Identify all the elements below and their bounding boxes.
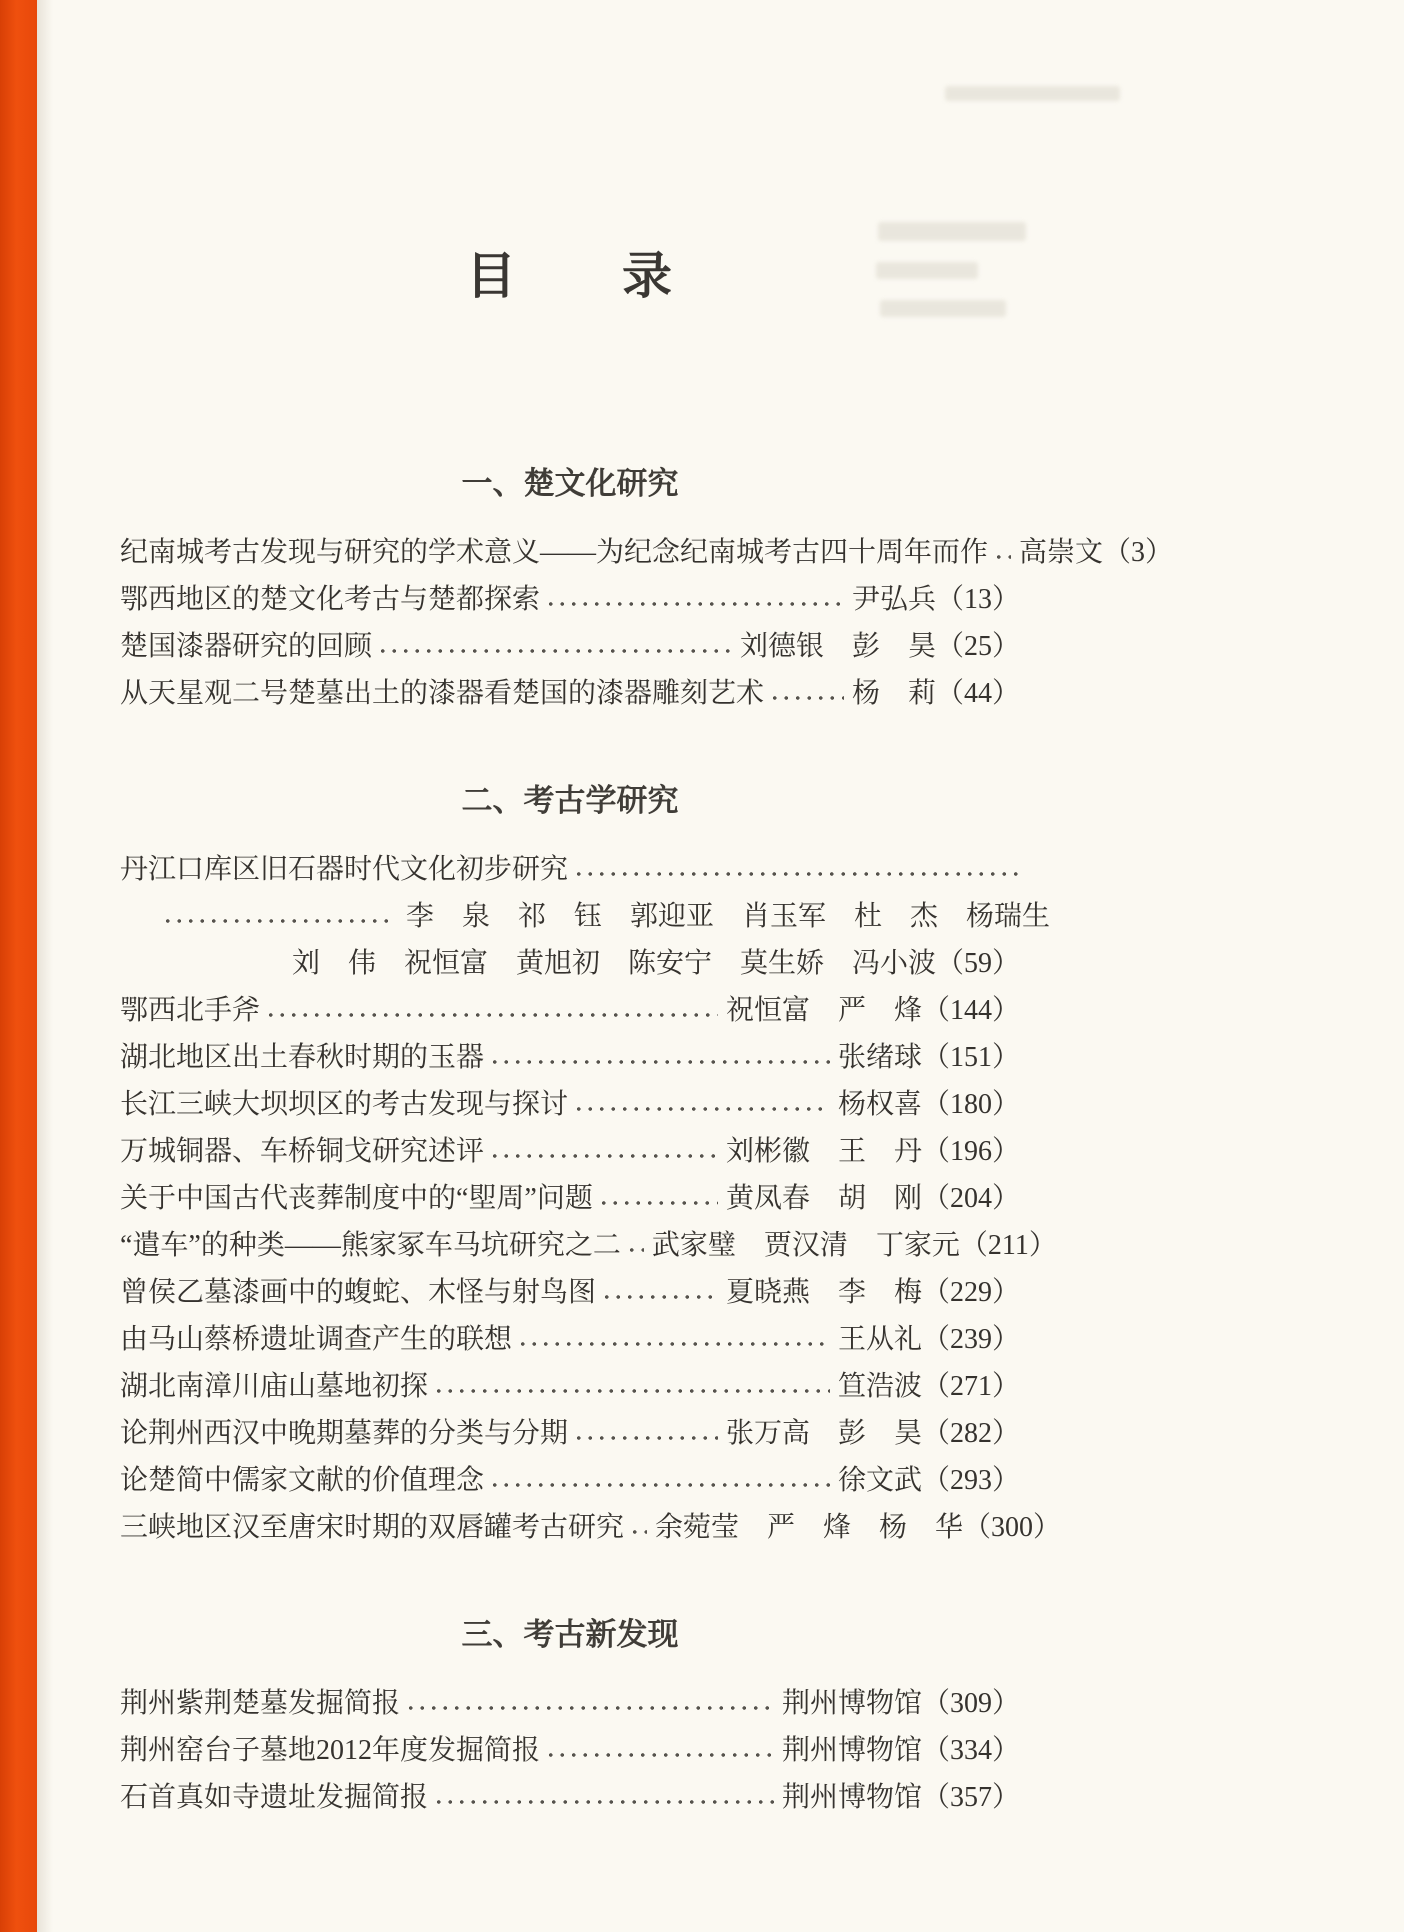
section-heading: 二、考古学研究 [461, 783, 679, 818]
toc-entry [120, 670, 1020, 717]
dotted-leader [265, 987, 718, 1034]
entry-authors-page: 武家璧 贾汉清 丁家元（211） [651, 1230, 1057, 1261]
entry-title: 丹江口库区旧石器时代文化初步研究 [120, 854, 569, 885]
entry-authors-page: 荆州博物馆（357） [781, 1782, 1020, 1813]
entry-authors-page: 杨权喜（180） [837, 1089, 1020, 1120]
entry-title: 荆州紫荆楚墓发掘简报 [120, 1688, 401, 1719]
entry-authors-page: 徐文武（293） [837, 1465, 1020, 1496]
toc-sections [120, 458, 1174, 1821]
entry-authors-page: 荆州博物馆（309） [781, 1688, 1020, 1719]
entry-title: 鄂西地区的楚文化考古与楚都探索 [120, 584, 541, 615]
entry-title: 曾侯乙墓漆画中的蝮蛇、木怪与射鸟图 [120, 1277, 597, 1308]
entry-title: 楚国漆器研究的回顾 [120, 631, 373, 662]
dotted-leader [993, 529, 1011, 576]
dotted-leader [405, 1680, 774, 1727]
dotted-leader [626, 1222, 644, 1269]
entry-title: 纪南城考古发现与研究的学术意义——为纪念纪南城考古四十周年而作 [120, 537, 989, 568]
entry-authors-page: 夏晓燕 李 梅（229） [725, 1277, 1020, 1308]
toc-entry [120, 940, 1020, 987]
entry-authors-page: 张绪球（151） [837, 1042, 1020, 1073]
toc-entry [120, 893, 1051, 940]
toc-entry [120, 1680, 1020, 1727]
toc-entry [120, 1175, 1020, 1222]
toc-entry [120, 1363, 1020, 1410]
dotted-leader [489, 1128, 718, 1175]
entry-title: 湖北南漳川庙山墓地初探 [120, 1371, 429, 1402]
entry-authors-page: 高崇文（3） [1019, 537, 1174, 568]
entry-authors-page: 黄凤春 胡 刚（204） [725, 1183, 1020, 1214]
entry-title: 万城铜器、车桥铜戈研究述评 [120, 1136, 485, 1167]
entry-authors-page: 余菀莹 严 烽 杨 华（300） [655, 1512, 1062, 1543]
toc-entry [120, 846, 1020, 893]
entry-title: 湖北地区出土春秋时期的玉器 [120, 1042, 485, 1073]
toc-entry [120, 1410, 1020, 1457]
toc-entry [120, 1457, 1020, 1504]
toc-entry [120, 1727, 1020, 1774]
entry-authors-page: 荆州博物馆（334） [781, 1735, 1020, 1766]
entry-title: 长江三峡大坝坝区的考古发现与探讨 [120, 1089, 569, 1120]
dotted-leader [377, 623, 732, 670]
entry-title: 石首真如寺遗址发掘简报 [120, 1782, 429, 1813]
toc-entry [120, 1034, 1020, 1081]
toc-entry [120, 1128, 1020, 1175]
entry-authors-page: 李 泉 祁 钰 郭迎亚 肖玉军 杜 杰 杨瑞生 [406, 901, 1051, 932]
toc-entry [120, 1316, 1020, 1363]
entry-title: 荆州窑台子墓地2012年度发掘简报 [120, 1735, 541, 1766]
entry-title: “遣车”的种类——熊家冢车马坑研究之二 [120, 1230, 621, 1261]
entry-title: 鄂西北手斧 [120, 995, 261, 1026]
dotted-leader [433, 1774, 774, 1821]
dotted-leader [489, 1034, 830, 1081]
entry-authors-page: 刘德银 彭 昊（25） [739, 631, 1020, 662]
dotted-leader [601, 1269, 718, 1316]
dotted-leader [573, 1081, 830, 1128]
entry-authors-page: 尹弘兵（13） [851, 584, 1020, 615]
section-heading: 一、楚文化研究 [461, 466, 679, 501]
section-heading: 三、考古新发现 [461, 1617, 679, 1652]
toc-entry [120, 576, 1020, 623]
toc-page [120, 0, 1174, 1821]
entry-title: 论荆州西汉中晚期墓葬的分类与分期 [120, 1418, 569, 1449]
toc-entry [120, 529, 1174, 576]
dotted-leader [545, 576, 844, 623]
toc-entry [120, 987, 1020, 1034]
entry-title: 从天星观二号楚墓出土的漆器看楚国的漆器雕刻艺术 [120, 678, 765, 709]
dotted-leader [598, 1175, 718, 1222]
dotted-leader [573, 846, 1020, 893]
dotted-leader [162, 893, 390, 940]
entry-authors-page: 王从礼（239） [837, 1324, 1020, 1355]
toc-entry [120, 1269, 1020, 1316]
dotted-leader [433, 1363, 830, 1410]
dotted-leader [517, 1316, 830, 1363]
page-edge-shadow [37, 0, 53, 1932]
book-spine-strip [0, 0, 37, 1932]
toc-entry [120, 1081, 1020, 1128]
entry-authors-page: 笪浩波（271） [837, 1371, 1020, 1402]
entry-authors-page: 刘 伟 祝恒富 黄旭初 陈安宁 莫生娇 冯小波（59） [291, 948, 1020, 979]
entry-title: 由马山蔡桥遗址调查产生的联想 [120, 1324, 513, 1355]
entry-authors-page: 杨 莉（44） [851, 678, 1020, 709]
entry-title: 三峡地区汉至唐宋时期的双唇罐考古研究 [120, 1512, 625, 1543]
toc-entry [120, 1504, 1062, 1551]
dotted-leader [489, 1457, 830, 1504]
entry-title: 关于中国古代丧葬制度中的“堲周”问题 [120, 1183, 593, 1214]
toc-entry [120, 1774, 1020, 1821]
entry-authors-page: 刘彬徽 王 丹（196） [725, 1136, 1020, 1167]
dotted-leader [629, 1504, 647, 1551]
entry-authors-page: 祝恒富 严 烽（144） [725, 995, 1020, 1026]
entry-authors-page: 张万高 彭 昊（282） [725, 1418, 1020, 1449]
toc-entry [120, 623, 1020, 670]
toc-entry [120, 1222, 1057, 1269]
dotted-leader [545, 1727, 774, 1774]
dotted-leader [769, 670, 844, 717]
dotted-leader [573, 1410, 718, 1457]
page-title: 目 录 [466, 248, 674, 304]
entry-title: 论楚简中儒家文献的价值理念 [120, 1465, 485, 1496]
